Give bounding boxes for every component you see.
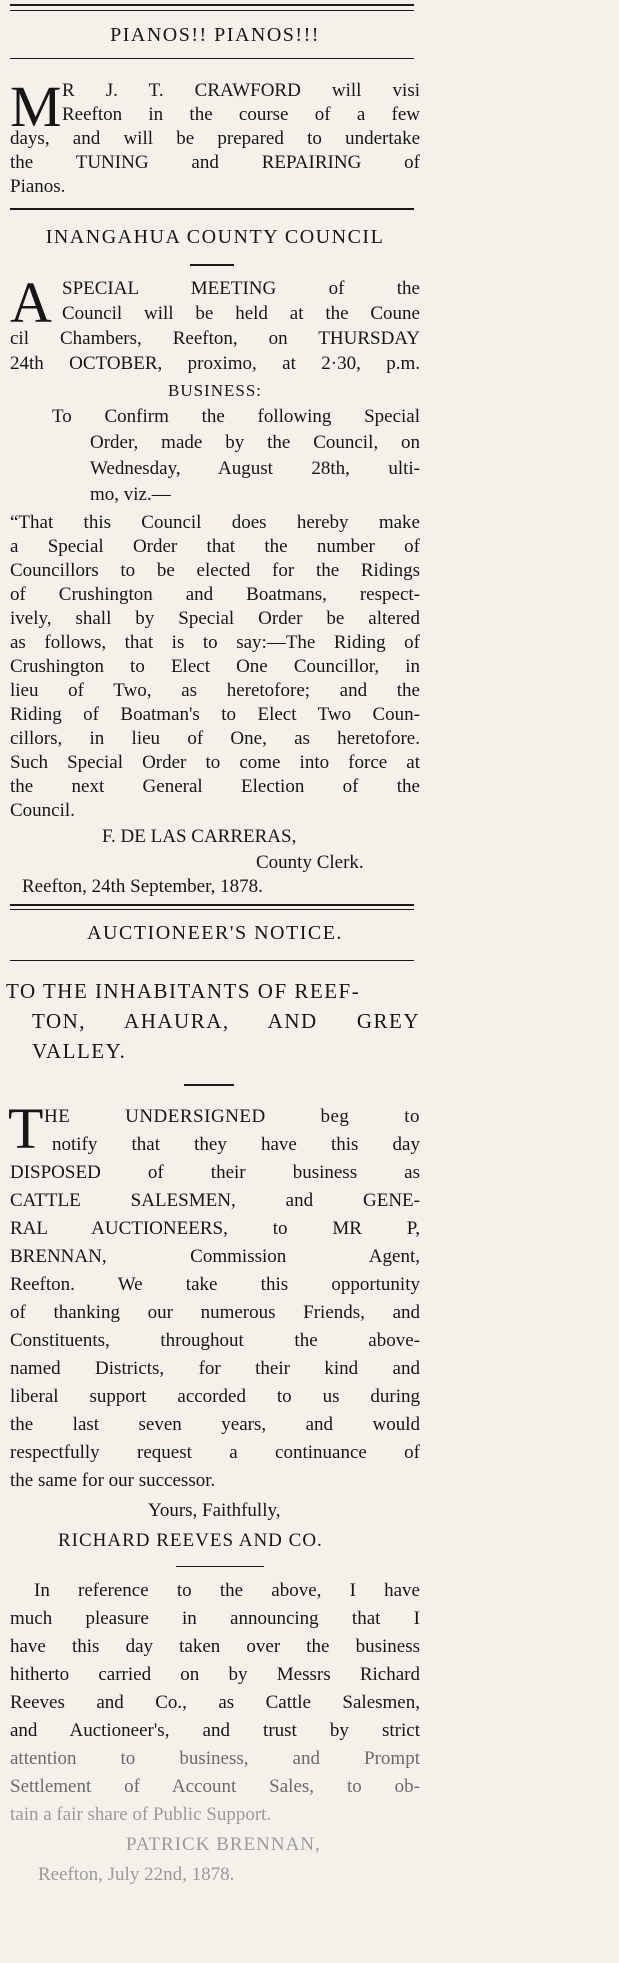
council-signature-name: F. DE LAS CARRERAS, xyxy=(102,826,297,847)
council-business-line-2: Order, made by the Council, on xyxy=(90,432,420,453)
auction-body-line-4: CATTLE SALESMEN, and GENE- xyxy=(10,1190,420,1211)
successor-line-6: and Auctioneer's, and trust by strict xyxy=(10,1720,420,1741)
pianos-dropcap: M xyxy=(10,74,62,139)
council-order-line-6: as follows, that is to say:—The Riding of xyxy=(10,632,420,653)
council-intro-line-4: 24th OCTOBER, proximo, at 2·30, p.m. xyxy=(10,353,420,374)
successor-line-4: hitherto carried on by Messrs Richard xyxy=(10,1664,420,1685)
successor-line-5: Reeves and Co., as Cattle Salesmen, xyxy=(10,1692,420,1713)
auction-firm-rule xyxy=(176,1566,264,1567)
auction-body-line-14: the same for our successor. xyxy=(10,1470,216,1491)
council-dropcap: A xyxy=(10,270,52,335)
council-intro-line-3: cil Chambers, Reefton, on THURSDAY xyxy=(10,328,420,349)
council-order-line-4: of Crushington and Boatmans, respect- xyxy=(10,584,420,605)
auction-dropcap: T xyxy=(8,1096,44,1161)
auction-body-line-8: of thanking our numerous Friends, and xyxy=(10,1302,420,1323)
pianos-heading: PIANOS!! PIANOS!!! xyxy=(110,24,320,46)
top-rule-thin xyxy=(10,10,414,11)
council-signature-title: County Clerk. xyxy=(256,852,364,873)
council-intro-line-1: SPECIAL MEETING of the xyxy=(62,278,420,299)
council-end-rule xyxy=(10,904,414,906)
council-order-line-10: cillors, in lieu of One, as heretofore. xyxy=(10,728,420,749)
council-order-line-2: a Special Order that the number of xyxy=(10,536,420,557)
auction-firm: RICHARD REEVES AND CO. xyxy=(58,1530,323,1551)
auction-body-line-1: HE UNDERSIGNED beg to xyxy=(44,1106,420,1127)
pianos-heading-rule xyxy=(10,58,414,59)
council-order-line-3: Councillors to be elected for the Ridings xyxy=(10,560,420,581)
council-order-line-13: Council. xyxy=(10,800,75,821)
auction-body-line-5: RAL AUCTIONEERS, to MR P, xyxy=(10,1218,420,1239)
auction-body-line-13: respectfully request a continuance of xyxy=(10,1442,420,1463)
successor-name: PATRICK BRENNAN, xyxy=(126,1834,321,1855)
auction-subheading-line-3: VALLEY. xyxy=(32,1039,127,1063)
successor-date: Reefton, July 22nd, 1878. xyxy=(38,1864,235,1885)
pianos-line-3: days, and will be prepared to undertake xyxy=(10,128,420,149)
auction-body-line-3: DISPOSED of their business as xyxy=(10,1162,420,1183)
successor-line-7: attention to business, and Prompt xyxy=(10,1748,420,1769)
auction-subheading-rule xyxy=(184,1084,234,1086)
council-heading-rule xyxy=(190,264,234,266)
council-end-rule-thin xyxy=(10,909,414,910)
auction-body-line-11: liberal support accorded to us during xyxy=(10,1386,420,1407)
council-order-line-9: Riding of Boatman's to Elect Two Coun- xyxy=(10,704,420,725)
successor-line-9: tain a fair share of Public Support. xyxy=(10,1804,272,1825)
auction-heading-rule xyxy=(10,960,414,961)
council-order-line-7: Crushington to Elect One Councillor, in xyxy=(10,656,420,677)
successor-line-1: In reference to the above, I have xyxy=(34,1580,420,1601)
council-heading: INANGAHUA COUNTY COUNCIL xyxy=(45,226,385,248)
pianos-line-2: Reefton in the course of a few xyxy=(62,104,420,125)
auction-body-line-2: notify that they have this day xyxy=(52,1134,420,1155)
top-rule xyxy=(10,4,414,6)
council-order-line-5: ively, shall by Special Order be altered xyxy=(10,608,420,629)
auction-body-line-12: the last seven years, and would xyxy=(10,1414,420,1435)
pianos-line-4: the TUNING and REPAIRING of xyxy=(10,152,420,173)
council-business-label: BUSINESS: xyxy=(167,381,263,400)
council-order-line-12: the next General Election of the xyxy=(10,776,420,797)
successor-line-3: have this day taken over the business xyxy=(10,1636,420,1657)
auction-body-line-9: Constituents, throughout the above- xyxy=(10,1330,420,1351)
auction-body-line-10: named Districts, for their kind and xyxy=(10,1358,420,1379)
council-intro-line-2: Council will be held at the Coune xyxy=(62,303,420,324)
council-order-line-11: Such Special Order to come into force at xyxy=(10,752,420,773)
auction-heading: AUCTIONEER'S NOTICE. xyxy=(87,922,343,944)
auction-subheading-line-1: TO THE INHABITANTS OF REEF- xyxy=(6,979,361,1003)
auction-closing: Yours, Faithfully, xyxy=(148,1500,281,1521)
council-business-line-3: Wednesday, August 28th, ulti- xyxy=(90,458,420,479)
auction-subheading-line-2: TON, AHAURA, AND GREY xyxy=(32,1009,420,1033)
auction-body-line-6: BRENNAN, Commission Agent, xyxy=(10,1246,420,1267)
pianos-line-1: R J. T. CRAWFORD will visi xyxy=(62,80,420,101)
council-dateline: Reefton, 24th September, 1878. xyxy=(22,876,263,897)
council-order-line-1: “That this Council does hereby make xyxy=(10,512,420,533)
council-order-line-8: lieu of Two, as heretofore; and the xyxy=(10,680,420,701)
pianos-end-rule xyxy=(10,208,414,210)
successor-line-2: much pleasure in announcing that I xyxy=(10,1608,420,1629)
successor-line-8: Settlement of Account Sales, to ob- xyxy=(10,1776,420,1797)
auction-body-line-7: Reefton. We take this opportunity xyxy=(10,1274,420,1295)
council-business-line-1: To Confirm the following Special xyxy=(52,406,420,427)
council-business-line-4: mo, viz.— xyxy=(90,484,171,505)
pianos-line-5: Pianos. xyxy=(10,176,66,197)
